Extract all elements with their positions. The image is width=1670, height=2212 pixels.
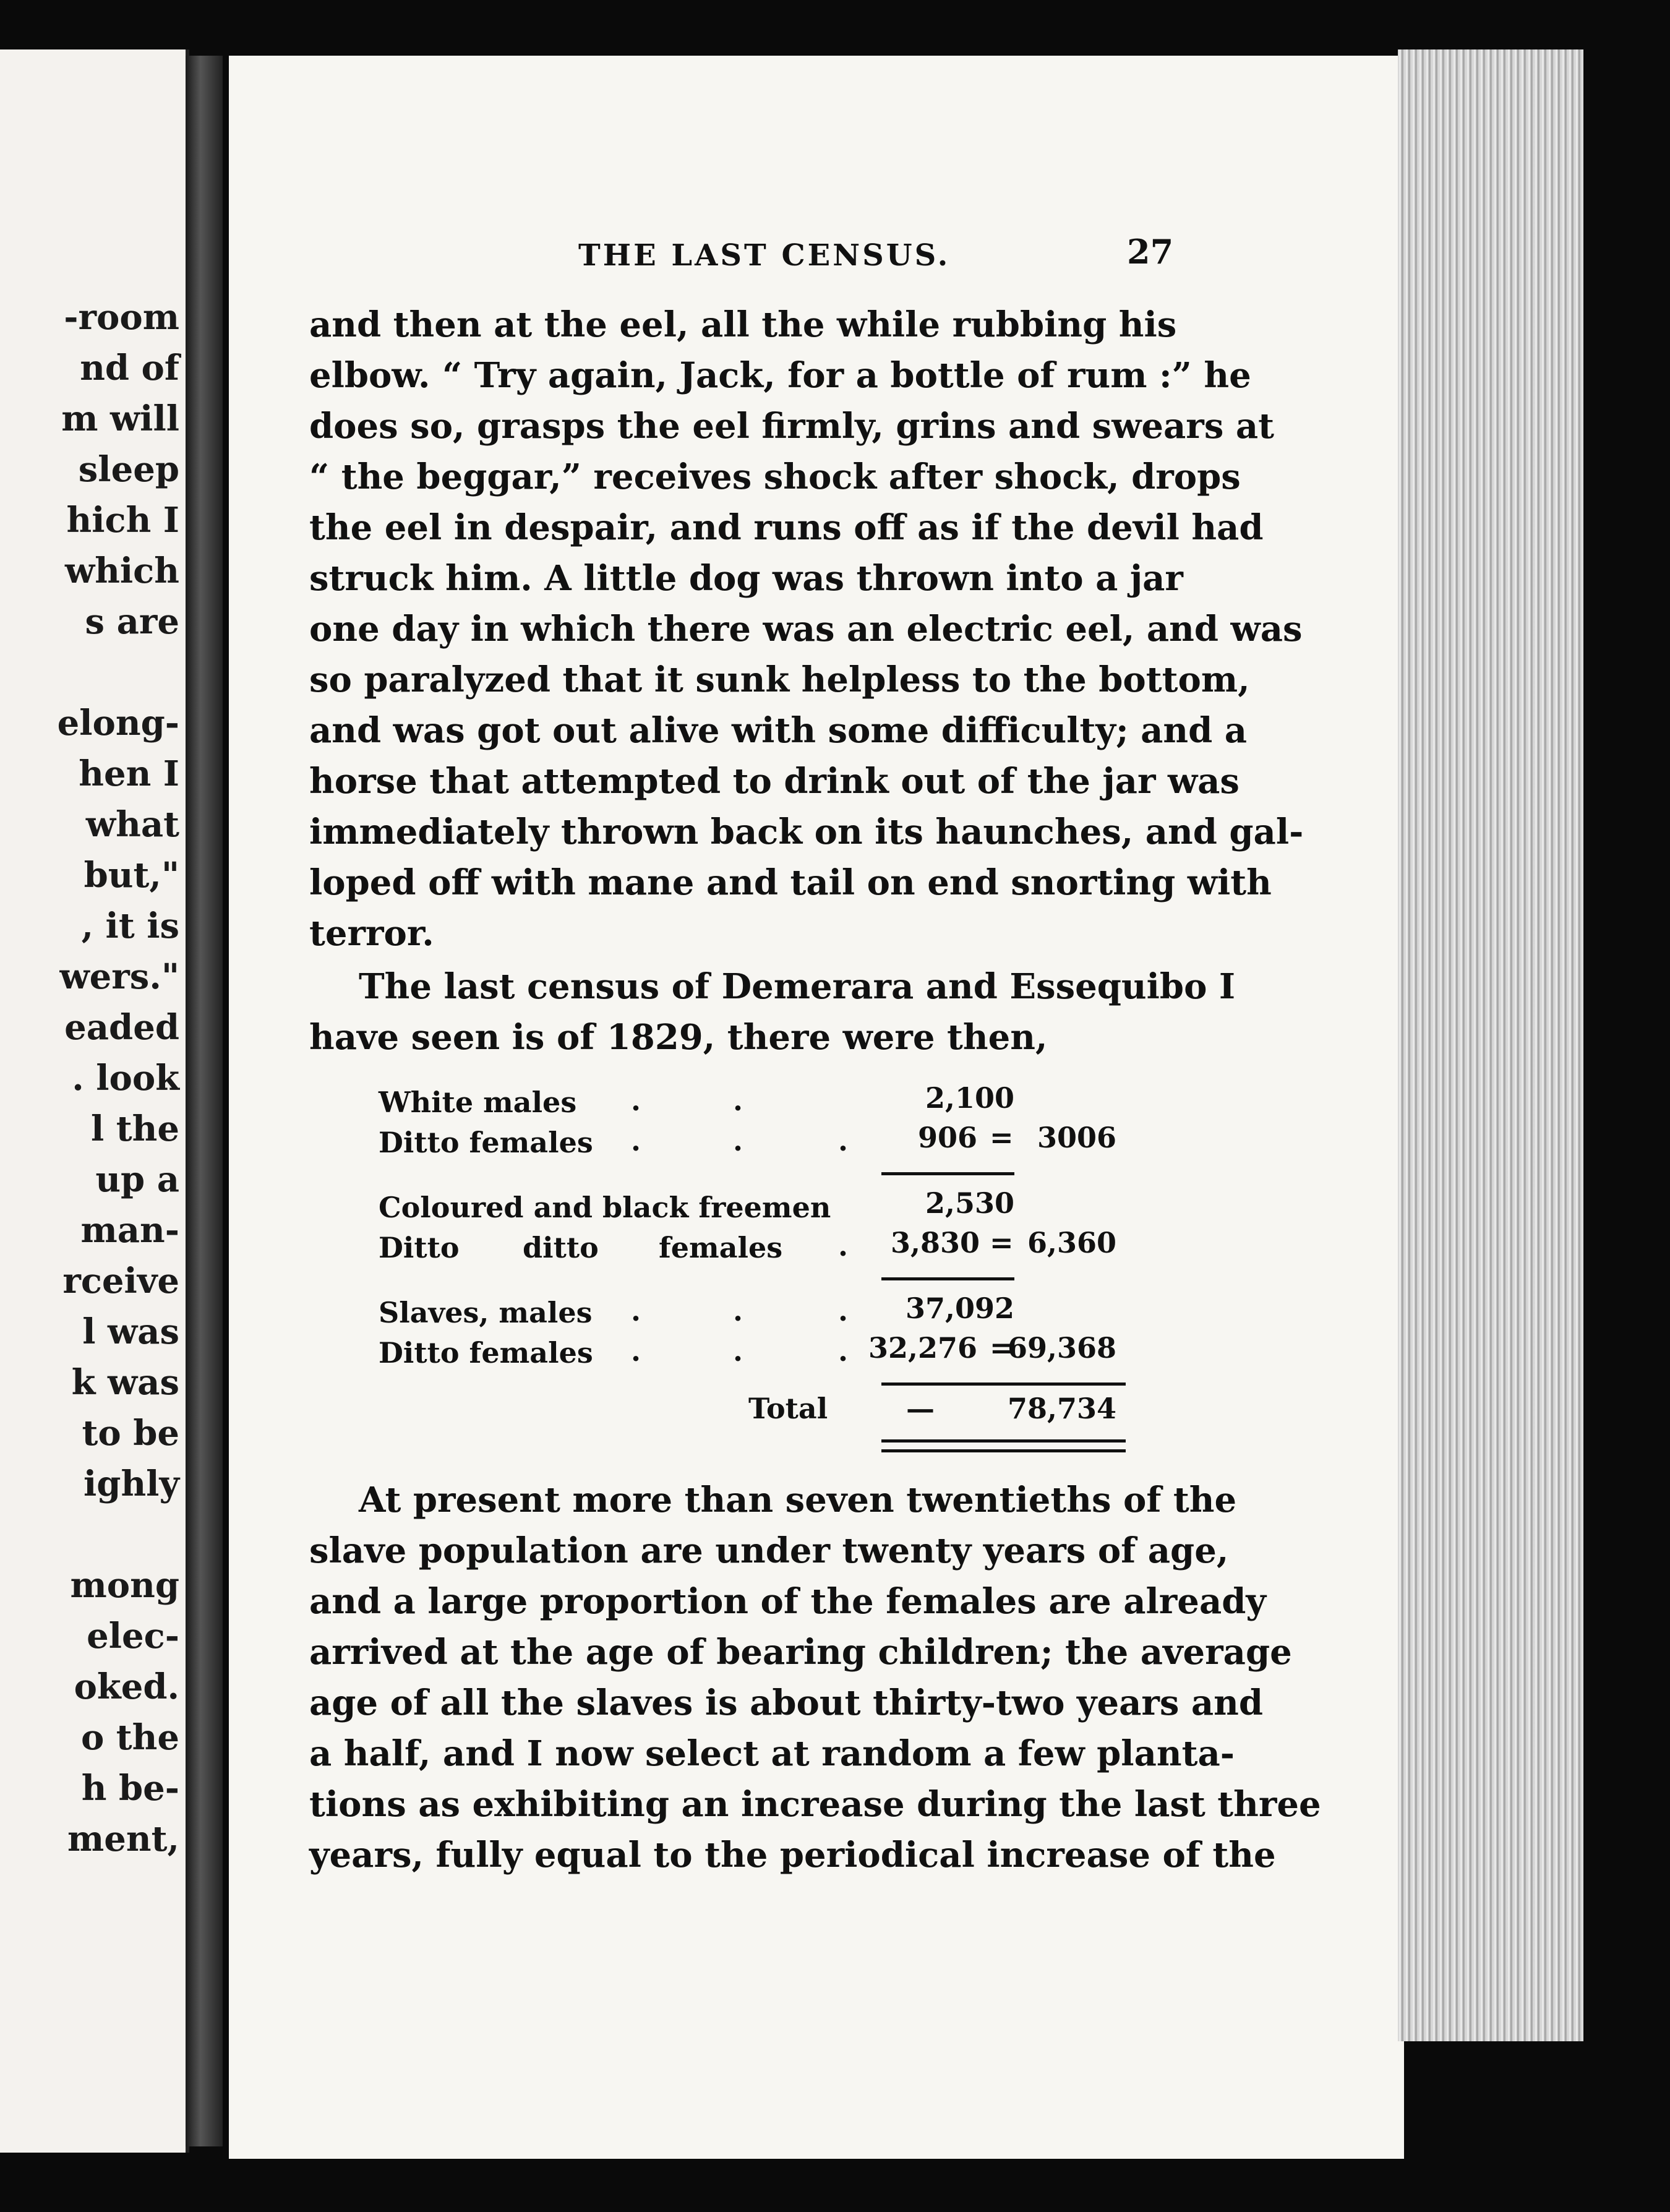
slave-males-value: 37,092 [905,1292,1014,1325]
text-line: terror. [309,913,434,954]
leader-dot: . [733,1124,743,1157]
left-line: man- [80,1210,179,1251]
left-line: eaded [64,1007,179,1048]
grand-total: 78,734 [1007,1392,1116,1425]
left-line: m will [61,398,179,439]
left-line: ment, [67,1819,179,1859]
left-line: which [64,551,179,591]
left-line: hen I [79,753,179,794]
free-males-label: Coloured and black freemen [379,1191,831,1224]
text-line: The last census of Demerara and Essequibo I [359,966,1236,1007]
left-line: elec- [87,1616,179,1657]
text-line: so paralyzed that it sunk helpless to the bottom, [309,659,1250,700]
leader-dot: . [838,1229,849,1262]
left-line: l the [91,1108,179,1149]
text-line: and a large proportion of the females are already [309,1581,1266,1622]
text-line: slave population are under twenty years of age, [309,1530,1229,1571]
white-females-value: 906 [917,1121,977,1154]
text-line: horse that attempted to drink out of the jar was [309,761,1240,802]
left-line: wers." [59,956,179,997]
left-line: l was [82,1311,179,1352]
leader-dot: . [631,1124,641,1157]
left-line: , it is [81,906,179,946]
text-line: struck him. A little dog was thrown into a jar [309,558,1183,599]
left-line: mong [70,1565,179,1606]
left-line: hich I [66,500,179,541]
text-line: years, fully equal to the periodical increase of the [309,1835,1276,1875]
left-line: k was [71,1362,179,1403]
slave-females-label: Ditto females [379,1336,593,1370]
leader-dot: . [733,1294,743,1327]
text-line: At present more than seven twentieths of the [359,1480,1237,1520]
text-line: tions as exhibiting an increase during the last three [309,1784,1321,1825]
sum-rule [881,1382,1126,1386]
left-line: but," [84,855,179,896]
text-line: a half, and I now select at random a few planta- [309,1733,1235,1774]
total-rule [881,1449,1126,1452]
text-line: does so, grasps the eel firmly, grins and swears at [309,406,1274,447]
text-line: and then at the eel, all the while rubbing his [309,304,1177,345]
left-line: . look [72,1058,179,1099]
free-females-label-females: females [659,1231,783,1264]
page-edges [1398,49,1583,2041]
text-line: elbow. “ Try again, Jack, for a bottle of rum :” he [309,355,1251,396]
text-line: age of all the slaves is about thirty-two years and [309,1683,1264,1723]
leader-dot: . [838,1334,849,1368]
free-females-label-ditto-2: ditto [523,1231,599,1264]
text-line: have seen is of 1829, there were then, [309,1017,1048,1058]
text-line: loped off with mane and tail on end snorting with [309,862,1272,903]
free-total: 6,360 [1027,1226,1116,1259]
book-gutter [186,56,223,2146]
text-line: “ the beggar,” receives shock after shock, drops [309,457,1241,497]
leader-dot: . [631,1294,641,1327]
left-line: rceive [62,1261,179,1301]
text-line: arrived at the age of bearing children; the average [309,1632,1292,1673]
white-females-label: Ditto females [379,1126,593,1159]
total-rule [881,1439,1126,1443]
left-line: to be [82,1413,179,1454]
text-line: the eel in despair, and runs off as if the devil had [309,507,1264,548]
slave-total: 69,368 [1007,1331,1116,1365]
left-line: nd of [80,348,179,388]
equals-sign: = [990,1121,1014,1154]
leader-dot: . [733,1084,743,1117]
equals-sign: = [990,1226,1014,1259]
total-dash: — [906,1392,935,1425]
text-line: and was got out alive with some difficulty; and a [309,710,1248,751]
sum-rule [881,1172,1014,1175]
free-females-label-ditto: Ditto [379,1231,460,1264]
leader-dot: . [631,1334,641,1368]
sum-rule [881,1277,1014,1280]
leader-dot: . [631,1084,641,1117]
leader-dot: . [838,1124,849,1157]
free-males-value: 2,530 [925,1186,1014,1220]
left-line: o the [80,1717,179,1758]
free-females-value: 3,830 [891,1226,980,1259]
slave-males-label: Slaves, males [379,1296,593,1329]
left-line: what [85,804,179,845]
left-line: oked. [74,1666,179,1707]
running-head: THE LAST CENSUS. [578,238,951,273]
white-males-value: 2,100 [925,1081,1014,1115]
total-label: Total [748,1392,828,1425]
leader-dot: . [838,1294,849,1327]
left-line: ighly [84,1464,179,1504]
text-line: immediately thrown back on its haunches, and gal- [309,812,1304,852]
leader-dot: . [733,1334,743,1368]
left-line: elong- [57,703,179,744]
left-line: sleep [78,449,179,490]
left-line: -room [64,297,179,338]
left-page-fragment [0,49,189,2153]
left-line: s are [85,601,179,642]
equals-sign: = [990,1331,1014,1365]
left-line: h be- [81,1768,179,1809]
white-total: 3006 [1037,1121,1116,1154]
text-line: one day in which there was an electric eel, and was [309,609,1303,649]
left-line: up a [95,1159,179,1200]
page-number: 27 [1127,232,1174,272]
slave-females-value: 32,276 [868,1331,977,1365]
white-males-label: White males [379,1086,577,1119]
